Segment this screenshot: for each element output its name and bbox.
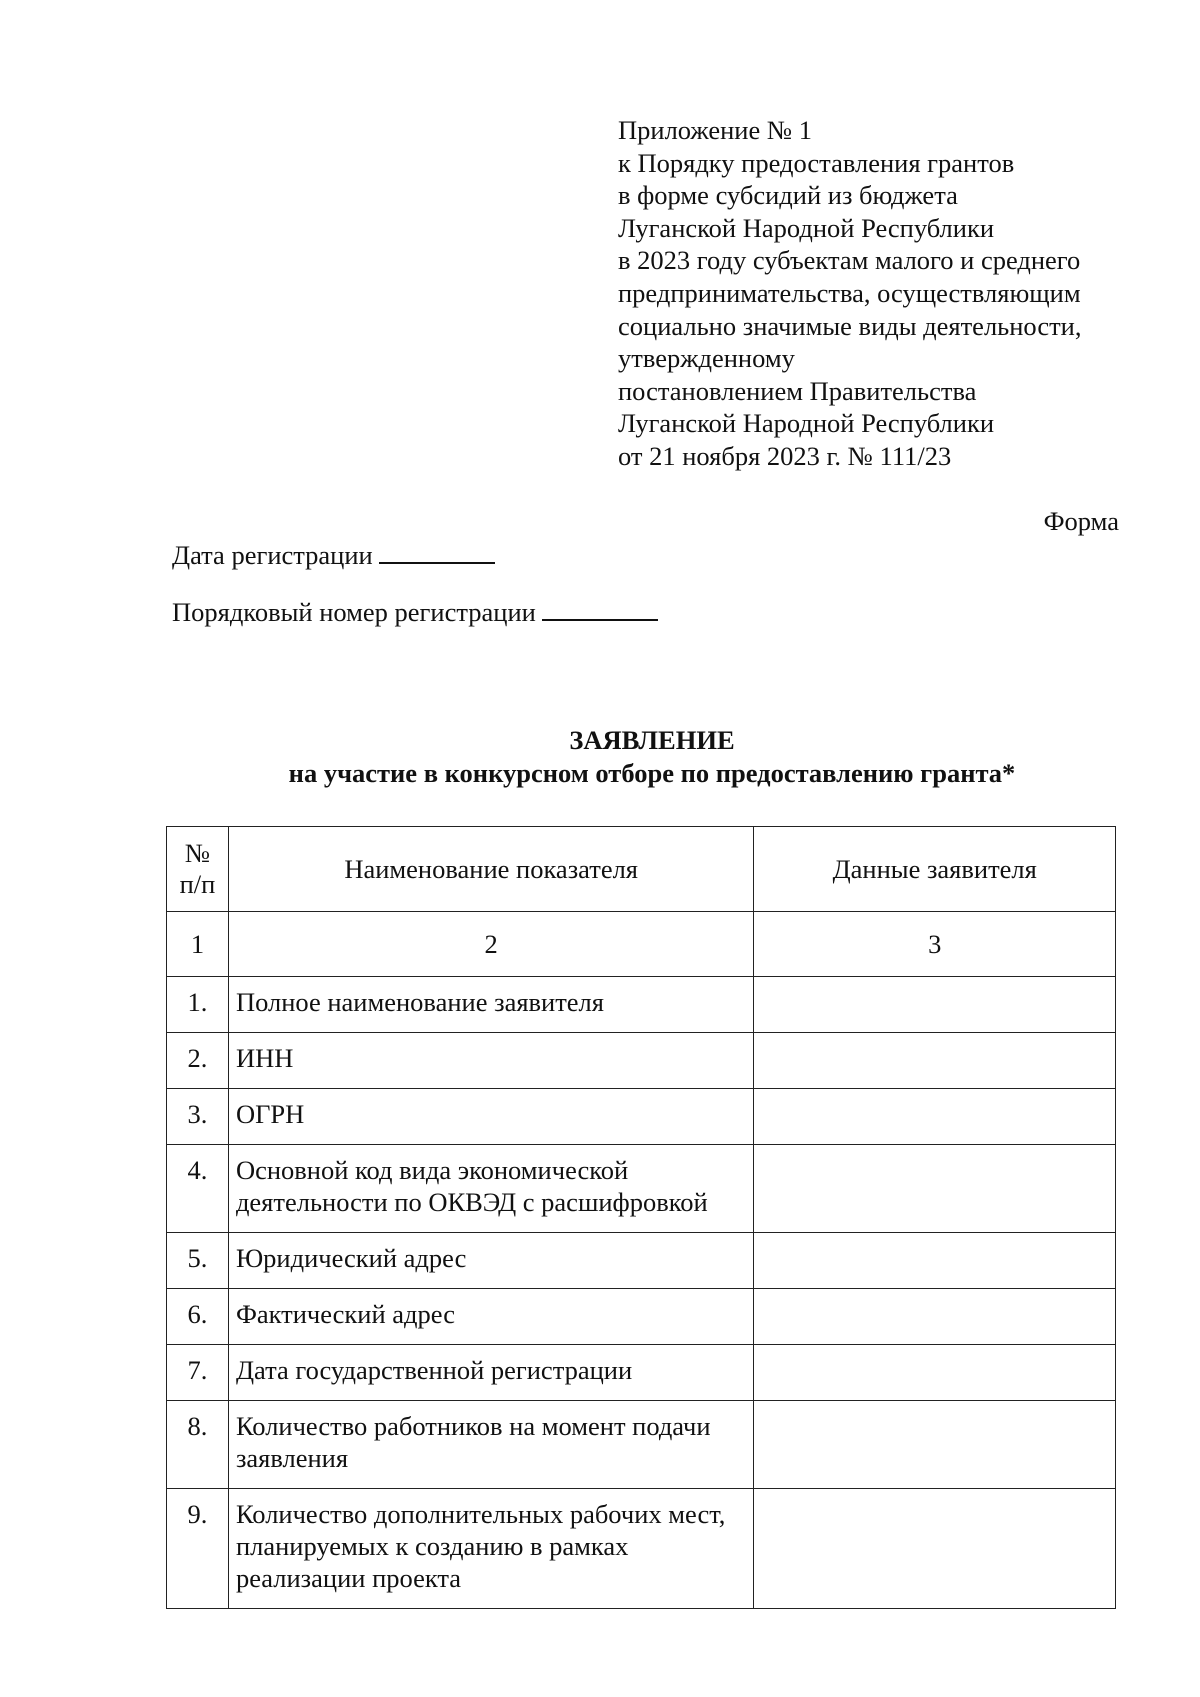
- annex-line: Приложение № 1: [618, 115, 813, 145]
- header-applicant-data: Данные заявителя: [754, 827, 1116, 912]
- row-value-cell[interactable]: [754, 1289, 1116, 1345]
- row-value-cell[interactable]: [754, 1033, 1116, 1089]
- annex-line: социально значимые виды деятельности,: [618, 310, 1082, 341]
- title-subtitle: на участие в конкурсном отборе по предоставлению гранта*: [288, 758, 1016, 788]
- annex-line: предпринимательства, осуществляющим: [618, 277, 1081, 308]
- table-row: [167, 1033, 1116, 1089]
- annex-line: утвержденному: [618, 343, 795, 374]
- table-row: [167, 1289, 1116, 1345]
- row-value-cell[interactable]: [754, 1401, 1116, 1489]
- table-row: [167, 1089, 1116, 1145]
- registration-number-blank[interactable]: [542, 595, 658, 621]
- table-row: [167, 1401, 1116, 1489]
- row-number: 6.: [167, 1289, 229, 1345]
- title-main: ЗАЯВЛЕНИЕ: [569, 725, 735, 755]
- annex-line: Луганской Народной Республики: [618, 408, 995, 439]
- row-value-cell[interactable]: [754, 977, 1116, 1033]
- column-number: 2: [228, 912, 753, 977]
- header-number: [167, 827, 229, 912]
- header-number-bottom: п/п: [179, 869, 216, 899]
- annex-line: от 21 ноября 2023 г. № 111/23: [618, 440, 952, 471]
- table-row: [167, 977, 1116, 1033]
- row-value-cell[interactable]: [754, 1489, 1116, 1609]
- registration-number-label: Порядковый номер регистрации: [172, 597, 536, 627]
- row-number: 7.: [167, 1345, 229, 1401]
- row-indicator: Дата государственной регистрации: [228, 1345, 753, 1401]
- row-indicator: Полное наименование заявителя: [228, 977, 753, 1033]
- row-value-cell[interactable]: [754, 1145, 1116, 1233]
- row-number: 2.: [167, 1033, 229, 1089]
- registration-number: [172, 595, 658, 628]
- row-number: 9.: [167, 1489, 229, 1609]
- row-value-cell[interactable]: [754, 1345, 1116, 1401]
- row-indicator: Фактический адрес: [228, 1289, 753, 1345]
- row-value-cell[interactable]: [754, 1233, 1116, 1289]
- annex-line: в форме субсидий из бюджета: [618, 180, 958, 211]
- row-indicator: Юридический адрес: [228, 1233, 753, 1289]
- row-indicator: Основной код вида экономической деятельности по ОКВЭД с расшифровкой: [228, 1145, 753, 1233]
- row-value-cell[interactable]: [754, 1089, 1116, 1145]
- document-title: [152, 724, 1152, 790]
- column-numbers-row: [167, 912, 1116, 977]
- header-indicator-name: Наименование показателя: [228, 827, 753, 912]
- table-row: [167, 1145, 1116, 1233]
- row-indicator: Количество работников на момент подачи заявления: [228, 1401, 753, 1489]
- row-number: 5.: [167, 1233, 229, 1289]
- row-number: 4.: [167, 1145, 229, 1233]
- header-number-top: №: [184, 838, 211, 868]
- annex-line: постановлением Правительства: [618, 375, 977, 406]
- application-table: [166, 826, 1116, 1609]
- annex-reference: [618, 114, 1178, 473]
- row-number: 3.: [167, 1089, 229, 1145]
- annex-line: Луганской Народной Республики: [618, 212, 995, 243]
- table-row: [167, 1345, 1116, 1401]
- table-row: [167, 1233, 1116, 1289]
- registration-date-label: Дата регистрации: [172, 540, 373, 570]
- row-number: 8.: [167, 1401, 229, 1489]
- row-indicator: ОГРН: [228, 1089, 753, 1145]
- row-number: 1.: [167, 977, 229, 1033]
- table-row: [167, 1489, 1116, 1609]
- column-number: 1: [167, 912, 229, 977]
- row-indicator: ИНН: [228, 1033, 753, 1089]
- form-label: Форма: [1043, 506, 1119, 536]
- column-number: 3: [754, 912, 1116, 977]
- table-header-row: [167, 827, 1116, 912]
- annex-line: в 2023 году субъектам малого и среднего: [618, 245, 1081, 276]
- annex-line: к Порядку предоставления грантов: [618, 147, 1015, 178]
- registration-date-blank[interactable]: [379, 538, 495, 564]
- registration-date: [172, 538, 495, 571]
- row-indicator: Количество дополнительных рабочих мест, планируемых к созданию в рамках реализации проекта: [228, 1489, 753, 1609]
